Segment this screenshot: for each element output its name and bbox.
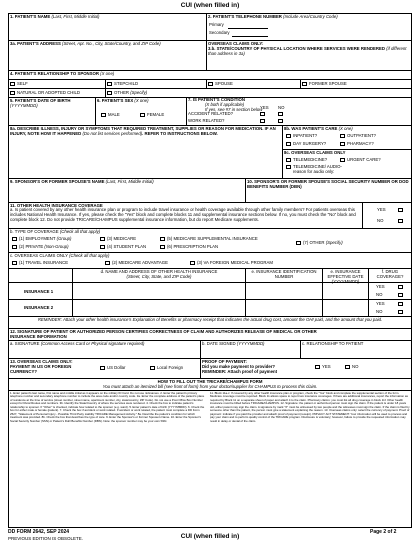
- former-spouse-checkbox[interactable]: [302, 82, 307, 86]
- proof-no-checkbox[interactable]: [345, 365, 350, 369]
- howto-title: HOW TO FILL OUT THE TRICARE/CHAMPUS FORM: [157, 379, 263, 384]
- overseas-only-3b: OVERSEAS CLAIMS ONLY:: [208, 41, 264, 46]
- howto-subtitle: You must attach an itemized bill (see front of form) from your doctor/supplier for CHAMPUS to process this claim.: [102, 384, 318, 389]
- opt-stepchild: STEPCHILD: [114, 81, 139, 86]
- ohi-reminder: REMINDER: Attach your other health insurance's Explanation of Benefits or pharmacy receipt that indicates the actual drug cost, amount the OHI paid, and the amount that you paid.: [37, 317, 383, 322]
- employment-label: (1) EMPLOYMENT (Group): [19, 236, 72, 241]
- ins1-no-label: NO: [376, 292, 383, 297]
- overseas-11c-label: c. OVERSEAS CLAIMS ONLY (Check all that apply): [10, 253, 110, 258]
- dob-label: 5. PATIENT'S DATE OF BIRTH (YYYYMMDD): [10, 98, 71, 108]
- ins2-yes-checkbox[interactable]: [398, 302, 403, 306]
- telemedicine-label: TELEMEDICINE?: [293, 157, 328, 162]
- outpatient-checkbox[interactable]: [340, 134, 345, 138]
- care-label: 8b. WAS PATIENT'S CARE (X one): [284, 126, 353, 131]
- usd-checkbox[interactable]: [100, 366, 105, 370]
- opt-natural-child: NATURAL OR ADOPTED CHILD: [17, 90, 81, 95]
- vafmp-checkbox[interactable]: [190, 261, 195, 265]
- opt-other: OTHER (Specify): [114, 90, 148, 95]
- dob-field[interactable]: [10, 110, 93, 124]
- page-number: Page 2 of 2: [370, 529, 397, 535]
- proof-yes-checkbox[interactable]: [315, 365, 320, 369]
- ohi-no-label: NO: [377, 218, 384, 223]
- signature-label: a. SIGNATURE (Common Access Card or Physical signature required): [10, 341, 145, 346]
- employment-checkbox[interactable]: [12, 237, 17, 241]
- private-checkbox[interactable]: [12, 245, 17, 249]
- telemedicine-audio-label: TELEMEDICINE/ AUDIO- reason for audio only:: [293, 164, 342, 174]
- opt-former-spouse: FORMER SPOUSE: [309, 81, 347, 86]
- relationship-label: 4. PATIENT'S RELATIONSHIP TO SPONSOR (X one): [10, 71, 115, 76]
- overseas-8c-label: 8c. OVERSEAS CLAIMS ONLY: [284, 150, 346, 155]
- natural-child-checkbox[interactable]: [10, 91, 15, 95]
- travel-label: (1) TRAVEL INSURANCE: [19, 260, 69, 265]
- opt-spouse: SPOUSE: [215, 81, 233, 86]
- yes-header-7: YES: [260, 105, 269, 110]
- primary-phone-field[interactable]: [228, 28, 268, 29]
- work-yes-checkbox[interactable]: [260, 119, 265, 123]
- outpatient-label: OUTPATIENT?: [347, 133, 376, 138]
- signature-field[interactable]: [10, 348, 198, 357]
- ohi-a-text: a. Is patient covered by any other health insurance plan or program to include travel insurance or health coverage available through other family members? For patients overseas this includes National Health Insurance. If yes, please check the "Yes" block and complete blocks 11 and supplemental insurance sections below. If no, you must check the "No" block and complete block 12. Do not provide TRICARE/CHAMPUS supplemental insurance information, but do report Medicare supplements.: [10, 207, 356, 222]
- urgent-care-checkbox[interactable]: [340, 158, 345, 162]
- date-signed-label: b. DATE SIGNED (YYYYMMDD): [202, 341, 265, 346]
- ins2-no-label: NO: [376, 309, 383, 314]
- medicare-checkbox[interactable]: [100, 237, 105, 241]
- male-label: MALE: [108, 112, 120, 117]
- usd-label: US Dollar: [107, 365, 126, 370]
- spouse-checkbox[interactable]: [208, 82, 213, 86]
- inpatient-label: INPATIENT?: [293, 133, 318, 138]
- condition-note: (X both if applicable) If yes, see #7 in section below: [205, 102, 263, 112]
- primary-label: Primary: [209, 22, 224, 27]
- telemedicine-audio-checkbox[interactable]: [286, 165, 291, 169]
- advantage-label: (2) MEDICARE ADVANTAGE: [112, 260, 168, 265]
- coverage-type-label: b. TYPE OF COVERAGE (Check all that apply): [10, 229, 101, 234]
- advantage-checkbox[interactable]: [105, 261, 110, 265]
- instructions-left: 1. Enter patient's last name, first name and middle initial as it appears on the military ID Card. Do not use nicknames. 2. Enter the patient's primary telephone number and secondary telephone number to include the area code and/or country code. 3a. Enter the complete address of the patient's place of residence at the time of service (street number, street name, apartment number, city, state/country, ZIP Code). Do not use a Post Office Box Number except for Rural Routes and numbers. 3b. Identify the State/Country of where the services were rendered. 4. Check the box to indicate patient's relationship to sponsor. If "Other" is checked, indicate how related to the sponsor (e.g. ward). 5. Enter patient's date of birth (YYYYMMDD). 6. Check the box for either male or female (patient). 7. Check the box if accident or work related. If accident or work related, the patient must complete a DD Form 2527, "Statement of Personal Injury - Possible Third Party Liability TRICARE Management Activity." 8a. Describe the patient's condition for which treatment was provided. 8b. Check the box that describes the type of care. 9. Enter the Sponsor's or Former Spouse's Name. 10. Enter the Sponsor's Social Security Number (SSN) or Patient's DoD Benefits Number (DBN). Note: the sponsor number may be your own SSN.: [10, 392, 205, 423]
- ins1-yes-label: YES: [376, 284, 385, 289]
- secondary-label: Secondary: [209, 30, 230, 35]
- vafmp-label: (3) VA FOREIGN MEDICAL PROGRAM: [197, 260, 273, 265]
- patient-name-field[interactable]: [10, 22, 204, 39]
- work-label: WORK RELATED?: [188, 118, 225, 123]
- pharmacy-label: PHARMACY?: [347, 141, 374, 146]
- opt-self: SELF: [17, 81, 28, 86]
- accident-label: ACCIDENT RELATED?: [188, 111, 233, 116]
- col-drug: f. DRUG COVERAGE?: [376, 269, 404, 279]
- prescription-label: (6) PRESCRIPTION PLAN: [167, 244, 219, 249]
- sex-label: 6. PATIENT'S SEX (X one): [97, 98, 149, 103]
- ohi-label: 11. OTHER HEALTH INSURANCE COVERAGE: [10, 203, 103, 208]
- male-checkbox[interactable]: [101, 113, 106, 117]
- address-label: 3a. PATIENT'S ADDRESS (Street, Apt. No., City, State/Country, and ZIP Code): [10, 41, 161, 46]
- secondary-phone-field[interactable]: [232, 36, 268, 37]
- ins1-yes-checkbox[interactable]: [398, 285, 403, 289]
- travel-checkbox[interactable]: [12, 261, 17, 265]
- currency-label: 13. OVERSEAS CLAIMS ONLY: PAYMENT IN US OR FOREIGN CURRENCY?: [10, 359, 73, 374]
- address-field[interactable]: [10, 49, 204, 69]
- female-label: FEMALE: [147, 112, 165, 117]
- accident-yes-checkbox[interactable]: [260, 112, 265, 116]
- cui-footer: CUI (when filled in): [180, 533, 240, 540]
- student-label: (4) STUDENT PLAN: [107, 244, 147, 249]
- col-ohi-name: d. NAME AND ADDRESS OF OTHER HEALTH INSURANCE (Street, City, State, and ZIP Code): [100, 269, 218, 279]
- col-ohi-date: e. INSURANCE EFFECTIVE DATE (YYYYMMDD): [327, 269, 364, 284]
- proof-no-label: NO: [352, 364, 359, 369]
- ins2-yes-label: YES: [376, 301, 385, 306]
- day-surgery-label: DAY SURGERY?: [293, 141, 327, 146]
- instructions-right: 11. Block 11a-c: If covered by any other health insurance plan or program, check the "Yes" block and complete the supplemental section of the form. Medicare coverage must be reported. Block 11 allows space to report two insurance coverages. If there are additional insurances, report the information as required by Block 11 on a separate sheet of paper and attach it to the claim. Pharmacy claims: you must list all drug coverage in block 11f. Other health insurance must be billed before TRICARE/CHAMPUS. 12. Signature: the patient or authorized person must sign the claim. If the patient is under 18 years old, either parent may sign the claim. A signature by mark "X" must be witnessed by two people and the witnesses must sign the claim. If the claim is filed by someone other than the patient, the person must give a statement explaining the reason. 13. Overseas claims only: select the currency of payment. Proof of payment: indicate if you paid the provider and attach proof of payment (receipt). PRIVACY ACT STATEMENT: Your information will be used to process and pay your claim and to perform quality control of the TRICARE program. Disclosure is voluntary; however, failure to provide the requested information may result in delay or denial of the claim.: [210, 392, 410, 423]
- self-checkbox[interactable]: [10, 82, 15, 86]
- other-checkbox[interactable]: [107, 91, 112, 95]
- day-surgery-checkbox[interactable]: [286, 142, 291, 146]
- insurance-2-label: INSURANCE 2: [24, 305, 54, 310]
- insurance-1-label: INSURANCE 1: [24, 289, 54, 294]
- prescription-checkbox[interactable]: [160, 245, 165, 249]
- sponsor-ssn-label: 10. SPONSOR'S OR FORMER SPOUSE'S SOCIAL SECURITY NUMBER OR DOD BENEFITS NUMBER (DBN): [247, 179, 409, 189]
- private-label: (2) PRIVATE (Non-Group): [19, 244, 69, 249]
- telephone-label: 2. PATIENT'S TELEPHONE NUMBER (Include Area/Country Code): [208, 14, 338, 19]
- col-ohi-id: e. INSURANCE IDENTIFICATION NUMBER: [251, 269, 317, 279]
- condition-label: 7. IS PATIENT'S CONDITION: [188, 97, 245, 102]
- inpatient-checkbox[interactable]: [286, 134, 291, 138]
- medicare-supp-label: (5) MEDICARE SUPPLEMENTAL INSURANCE: [167, 236, 258, 241]
- ohi-no-checkbox[interactable]: [398, 219, 403, 223]
- previous-edition: PREVIOUS EDITION IS OBSOLETE.: [8, 536, 84, 541]
- local-currency-label: Local Foreign: [157, 365, 184, 370]
- relationship-to-patient-label: c. RELATIONSHIP TO PATIENT: [302, 341, 364, 346]
- urgent-care-label: URGENT CARE?: [347, 157, 381, 162]
- accident-no-checkbox[interactable]: [278, 112, 283, 116]
- no-header-7: NO: [278, 105, 285, 110]
- date-signed-field[interactable]: [202, 348, 298, 357]
- form-number: DD FORM 2642, SEP 2024: [8, 529, 70, 535]
- medicare-supp-checkbox[interactable]: [160, 237, 165, 241]
- illness-label: 8a. DESCRIBE ILLNESS, INJURY OR SYMPTOMS THAT REQUIRED TREATMENT, SUPPLIES OR REASON FOR MEDICATION. IF AN INJURY, NOTE HOW IT HAPPENED (Do not list services performed). REFER TO INSTRUCTIONS BELOW.: [10, 126, 276, 136]
- telemedicine-checkbox[interactable]: [286, 158, 291, 162]
- proof-label: PROOF OF PAYMENT: Did you make payment to provider? REMINDER: Attach proof of payment: [202, 359, 278, 374]
- medicare-label: (3) MEDICARE: [107, 236, 137, 241]
- student-checkbox[interactable]: [100, 245, 105, 249]
- other-coverage-checkbox[interactable]: [296, 241, 301, 245]
- stepchild-checkbox[interactable]: [107, 82, 112, 86]
- local-currency-checkbox[interactable]: [150, 366, 155, 370]
- signature-header: 12. SIGNATURE OF PATIENT OR AUTHORIZED PERSON CERTIFIES CORRECTNESS OF CLAIM AND AUTHORIZES RELEASE OF MEDICAL OR OTHER INSURANCE INFORMATION: [10, 329, 317, 339]
- ohi-yes-label: YES: [377, 207, 386, 212]
- patient-name-label: 1. PATIENT'S NAME (Last, First, Middle Initial): [10, 14, 100, 19]
- proof-yes-label: YES: [322, 364, 331, 369]
- ohi-yes-checkbox[interactable]: [398, 208, 403, 212]
- location-label: 3.b. STATE/COUNTRY OF PHYSICAL LOCATION WHERE SERVICES WERE RENDERED (if different than address in 3a): [208, 46, 407, 56]
- sponsor-name-field[interactable]: [10, 187, 243, 201]
- other-coverage-label: (7) OTHER (Specify): [303, 240, 343, 245]
- work-no-checkbox[interactable]: [278, 119, 283, 123]
- sponsor-name-label: 9. SPONSOR'S OR FORMER SPOUSE'S NAME (Last, First, Middle Initial): [10, 179, 154, 184]
- ins1-no-checkbox[interactable]: [398, 293, 403, 297]
- female-checkbox[interactable]: [140, 113, 145, 117]
- illness-field[interactable]: [10, 142, 280, 176]
- relationship-to-patient-field[interactable]: [302, 348, 410, 357]
- cui-header: CUI (when filled in): [180, 2, 240, 9]
- pharmacy-checkbox[interactable]: [340, 142, 345, 146]
- ins2-no-checkbox[interactable]: [398, 310, 403, 314]
